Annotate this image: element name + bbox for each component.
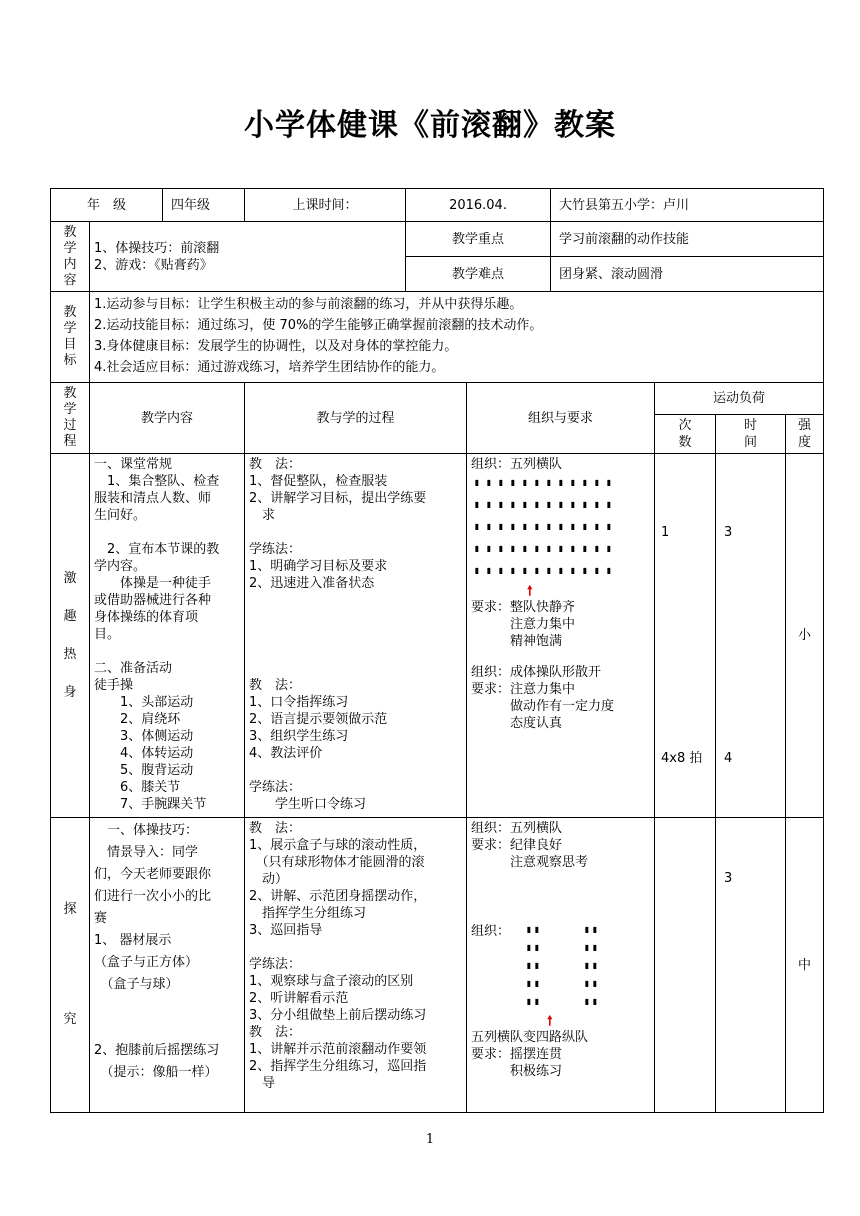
person-stick-icon: ▮ [558,522,564,531]
person-stick-icon: ▮ [510,500,516,509]
person-stick-icon: ▮ [592,925,598,934]
formation-row [471,517,650,539]
formation-label: 组织： [471,924,511,939]
person-stick-icon: ▮ [498,478,504,487]
formation-row [471,539,650,561]
time-label: 上课时间： [245,189,406,222]
section1-content: 一、课堂常规 1、集合整队、检查 服装和清点人数、师 生问好。 2、宣布本节课的教 学内容。 体操是一种徒手 或借助器械进行各种 身体操练的体育项 目。 二、准备活动 徒手操 1、头部运动 2、肩绕环 3、体侧运动 4、体转运动 5、腹背运动 6、膝关节 7、手腕踝关节 [90,454,245,818]
teacher-marker [471,583,650,599]
person-stick-icon: ▮ [526,979,532,988]
person-stick-icon: ▮ [522,544,528,553]
section2-intensity: 中 [786,818,824,1113]
person-stick-icon: ▮ [584,961,590,970]
section2-label: 探 究 [51,818,90,1113]
section2-content: 一、体操技巧： 情景导入：同学 们，今天老师要跟你 们进行一次小小的比 赛 1、 器材展示 （盒子与正方体） （盒子与球） 2、抱膝前后摇摆练习 （提示：像船一样） [90,818,245,1113]
person-stick-icon: ▮ [606,544,612,553]
person-stick-icon: ▮ [584,925,590,934]
col-content: 教学内容 [90,383,245,454]
person-stick-icon: ▮ [582,500,588,509]
person-stick-icon: ▮ [498,544,504,553]
formation-row [471,561,650,583]
person-stick-icon: ▮ [522,566,528,575]
person-stick-icon: ▮ [606,478,612,487]
person-stick-icon: ▮ [546,544,552,553]
person-stick-icon: ▮ [594,522,600,531]
formation-row [471,495,650,517]
person-stick-icon: ▮ [474,544,480,553]
time-value: 2016.04. [406,189,551,222]
person-stick-icon: ▮ [582,566,588,575]
col-process: 教与学的过程 [245,383,467,454]
person-stick-icon: ▮ [474,500,480,509]
person-stick-icon: ▮ [510,544,516,553]
section2-process: 教 法： 1、展示盒子与球的滚动性质， （只有球形物体才能圆滑的滚 动） 2、讲解、示范团身摇摆动作， 指挥学生分组练习 3、巡回指导 学练法： 1、观察球与盒子滚动的区别 2、听讲解看示范 3、分小组做垫上前后摆动练习 教 法： 1、讲解并示范前滚翻动作要领 2、指挥学生分组练习，巡回指 导 [245,818,467,1113]
person-stick-icon: ▮ [534,925,540,934]
person-stick-icon: ▮ [594,544,600,553]
formation-row [471,977,650,995]
person-stick-icon: ▮ [606,566,612,575]
person-stick-icon: ▮ [546,566,552,575]
focus-value: 学习前滚翻的动作技能 [551,222,824,257]
person-stick-icon: ▮ [534,997,540,1006]
page-number: 1 [425,1132,435,1147]
section2-count [655,818,716,1113]
person-stick-icon: ▮ [570,544,576,553]
person-stick-icon: ▮ [526,997,532,1006]
col-time: 时 间 [716,415,786,454]
section2-time: 3 [716,818,786,1113]
person-stick-icon: ▮ [534,478,540,487]
person-stick-icon: ▮ [594,566,600,575]
col-count: 次 数 [655,415,716,454]
section1-process: 教 法： 1、督促整队，检查服装 2、讲解学习目标，提出学练要 求 学练法： 1、明确学习目标及要求 2、迅速进入准备状态 教 法： 1、口令指挥练习 2、语言提示要领做示范 3、组织学生练习 4、教法评价 学练法： 学生听口令练习 [245,454,467,818]
section1-intensity: 小 [786,454,824,818]
person-stick-icon: ▮ [534,544,540,553]
person-stick-icon: ▮ [474,522,480,531]
column-formation [471,923,650,1013]
person-stick-icon: ▮ [498,566,504,575]
person-stick-icon: ▮ [510,566,516,575]
person-stick-icon: ▮ [558,500,564,509]
school-name: 大竹县第五小学：卢川 [551,189,824,222]
person-stick-icon: ▮ [486,478,492,487]
formation-row [471,995,650,1013]
person-stick-icon: ▮ [526,943,532,952]
red-arrow-icon: 🠕 [547,1014,553,1029]
person-stick-icon: ▮ [570,500,576,509]
person-stick-icon: ▮ [606,522,612,531]
person-stick-icon: ▮ [526,925,532,934]
person-stick-icon: ▮ [522,478,528,487]
person-stick-icon: ▮ [594,500,600,509]
person-stick-icon: ▮ [534,979,540,988]
person-stick-icon: ▮ [558,478,564,487]
person-stick-icon: ▮ [592,997,598,1006]
formation-row [471,941,650,959]
person-stick-icon: ▮ [534,500,540,509]
grade-value: 四年级 [163,189,245,222]
goals-table [50,291,824,383]
section1-label: 激 趣 热 身 [51,454,90,818]
person-stick-icon: ▮ [570,522,576,531]
person-stick-icon: ▮ [582,544,588,553]
person-stick-icon: ▮ [510,478,516,487]
person-stick-icon: ▮ [534,566,540,575]
section1-count: 1 4x8 拍 [655,454,716,818]
formation-rows [471,473,650,583]
person-stick-icon: ▮ [582,522,588,531]
process-label: 教 学 过 程 [51,383,90,454]
col-load: 运动负荷 [655,383,824,415]
person-stick-icon: ▮ [584,943,590,952]
person-stick-icon: ▮ [570,566,576,575]
person-stick-icon: ▮ [486,522,492,531]
formation-row [471,923,650,941]
formation-row [471,473,650,495]
person-stick-icon: ▮ [558,544,564,553]
teacher-marker [471,1013,650,1029]
person-stick-icon: ▮ [526,961,532,970]
section1-time: 3 4 [716,454,786,818]
goals-label: 教 学 目 标 [51,292,90,383]
person-stick-icon: ▮ [558,566,564,575]
person-stick-icon: ▮ [584,997,590,1006]
col-intensity: 强 度 [786,415,824,454]
person-stick-icon: ▮ [534,522,540,531]
focus-label: 教学重点 [406,222,551,257]
process-table [50,382,824,1113]
person-stick-icon: ▮ [594,478,600,487]
person-stick-icon: ▮ [486,544,492,553]
grade-label: 年 级 [51,189,163,222]
person-stick-icon: ▮ [546,500,552,509]
person-stick-icon: ▮ [522,500,528,509]
person-stick-icon: ▮ [584,979,590,988]
person-stick-icon: ▮ [534,961,540,970]
person-stick-icon: ▮ [592,943,598,952]
person-stick-icon: ▮ [592,979,598,988]
person-stick-icon: ▮ [522,522,528,531]
section2-organization: 组织：五列横队 要求：纪律良好 注意观察思考 ▮ ▮ ▮ ▮ 组织： ▮ ▮ ▮ ▮ ▮ ▮ ▮ ▮ ▮ ▮ ▮ ▮ ▮ ▮ ▮ ▮ 🠕 五列横队变四路纵队 要求：摇摆连贯 积极练习 [467,818,655,1113]
person-stick-icon: ▮ [534,943,540,952]
lesson-plan-table [50,188,824,222]
person-stick-icon: ▮ [582,478,588,487]
content-label: 教 学 内 容 [51,222,90,292]
person-stick-icon: ▮ [546,522,552,531]
person-stick-icon: ▮ [546,478,552,487]
difficulty-value: 团身紧、滚动圆滑 [551,257,824,292]
person-stick-icon: ▮ [498,500,504,509]
person-stick-icon: ▮ [510,522,516,531]
person-stick-icon: ▮ [498,522,504,531]
person-stick-icon: ▮ [474,566,480,575]
content-table [50,221,824,292]
formation-row [471,959,650,977]
goals-list: 1.运动参与目标：让学生积极主动的参与前滚翻的练习，并从中获得乐趣。 2.运动技能目标：通过练习，使 70%的学生能够正确掌握前滚翻的技术动作。 3.身体健康目标：发展学生的协调性，以及对身体的掌控能力。 4.社会适应目标：通过游戏练习，培养学生团结协作的能力。 [90,292,824,383]
difficulty-label: 教学难点 [406,257,551,292]
person-stick-icon: ▮ [474,478,480,487]
person-stick-icon: ▮ [606,500,612,509]
red-arrow-icon: 🠕 [527,584,533,599]
person-stick-icon: ▮ [486,566,492,575]
person-stick-icon: ▮ [570,478,576,487]
page-title: 小学体健课《前滚翻》教案 [244,108,616,143]
person-stick-icon: ▮ [486,500,492,509]
content-lines: 1、体操技巧：前滚翻 2、游戏：《贴膏药》 [90,222,406,292]
section1-organization: 组织：五列横队 ▮ ▮ ▮ ▮ ▮ ▮ ▮ ▮ ▮ ▮ ▮ ▮ ▮ ▮ ▮ ▮ ▮ ▮ ▮ ▮ ▮ ▮ ▮ ▮ ▮ ▮ ▮ ▮ ▮ ▮ ▮ ▮ ▮ ▮ ▮ ▮ ▮ ▮ ▮ ▮ ▮ ▮ ▮ ▮ ▮ ▮ ▮ ▮ ▮ ▮ ▮ ▮ ▮ ▮ ▮ ▮ ▮ ▮ ▮ ▮ 🠕 要求：整队快静齐 注意力集中 精神饱满 组织：成体操队形散开 要求：注意力集中 做动作有一定力度 态度认真 [467,454,655,818]
col-organization: 组织与要求 [467,383,655,454]
person-stick-icon: ▮ [592,961,598,970]
